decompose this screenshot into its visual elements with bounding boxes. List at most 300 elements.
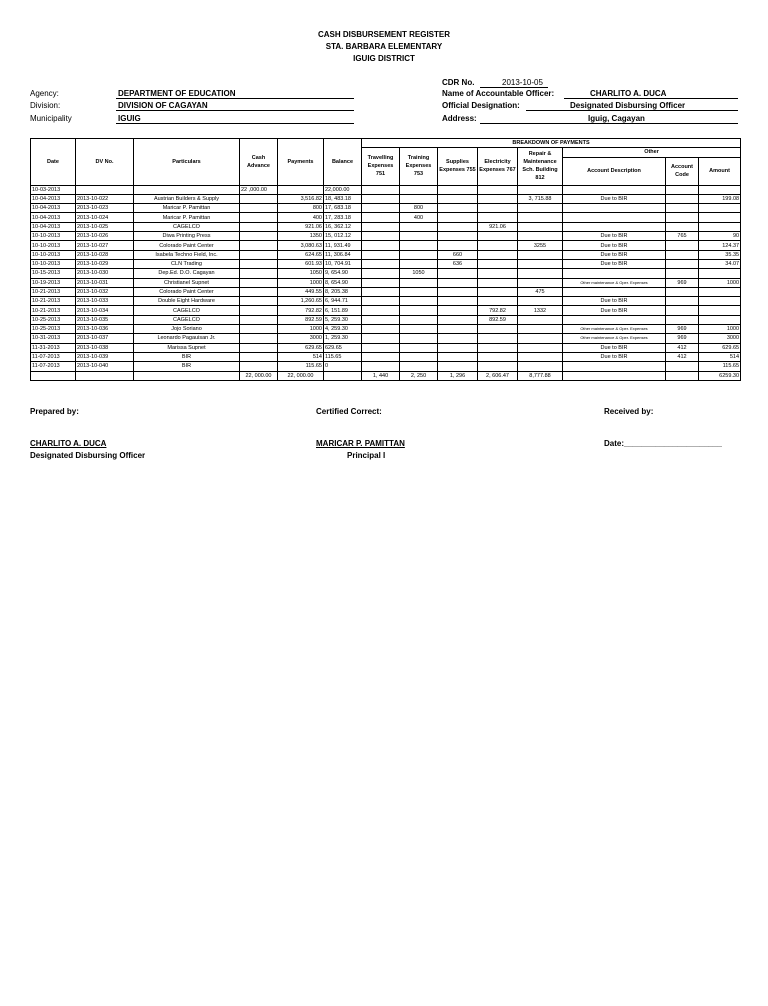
prepared-label: Prepared by: (30, 407, 79, 416)
table-row (31, 352, 741, 361)
cell-travelling (362, 325, 400, 334)
cell-payments: 400 (278, 213, 324, 222)
total-empty (134, 371, 240, 380)
cell-supplies (438, 334, 478, 343)
cell-particulars: Christianel Supnet (134, 278, 240, 287)
cell-account-code (666, 213, 699, 222)
cdr-value: 2013-10-05 (502, 78, 543, 87)
cell-payments: 892.59 (278, 315, 324, 324)
cell-payments: 449.55 (278, 287, 324, 296)
certified-title: Principal I (347, 451, 386, 460)
cell-date: 10-21-2013 (31, 306, 76, 315)
cell-date: 10-10-2013 (31, 241, 76, 250)
cell-amount (699, 287, 741, 296)
cell-balance: 0 (324, 362, 362, 371)
division-value: DIVISION OF CAGAYAN (118, 101, 208, 110)
total-sup: 1, 296 (438, 371, 478, 380)
cell-account-code: 969 (666, 278, 699, 287)
address-label: Address: (442, 114, 477, 123)
cell-electricity (478, 334, 518, 343)
cell-training (400, 232, 438, 241)
cell-amount: 124.37 (699, 241, 741, 250)
cell-particulars (134, 185, 240, 194)
cell-supplies (438, 325, 478, 334)
certified-name: MARICAR P. PAMITTAN (316, 439, 405, 448)
cell-particulars: Diwa Printing Press (134, 232, 240, 241)
cell-balance: 16, 362.12 (324, 222, 362, 231)
cell-payments: 629.65 (278, 343, 324, 352)
cell-amount: 1000 (699, 325, 741, 334)
cell-payments: 1050 (278, 269, 324, 278)
address-underline (480, 123, 738, 124)
cell-amount (699, 315, 741, 324)
cell-repair (518, 204, 563, 213)
cell-balance: 9, 654.90 (324, 269, 362, 278)
cell-electricity (478, 278, 518, 287)
cell-balance: 8, 654.90 (324, 278, 362, 287)
cell-dv: 2013-10-036 (76, 325, 134, 334)
cell-particulars: Isabela Techno Field, Inc. (134, 250, 240, 259)
cell-payments: 3,080.63 (278, 241, 324, 250)
cell-particulars: Dep.Ed. D.O. Cagayan (134, 269, 240, 278)
cell-date: 11-31-2013 (31, 343, 76, 352)
cell-dv: 2013-10-022 (76, 194, 134, 203)
cell-electricity (478, 343, 518, 352)
cell-electricity (478, 269, 518, 278)
cell-travelling (362, 185, 400, 194)
cell-supplies (438, 278, 478, 287)
cell-repair (518, 269, 563, 278)
cell-supplies (438, 287, 478, 296)
cell-account-code (666, 362, 699, 371)
cell-training (400, 250, 438, 259)
cell-cash-advance (240, 334, 278, 343)
cell-supplies (438, 352, 478, 361)
officer-value: CHARLITO A. DUCA (590, 89, 667, 98)
totals-row (31, 371, 741, 380)
cell-balance: 629.65 (324, 343, 362, 352)
cell-date: 10-25-2013 (31, 325, 76, 334)
cell-payments: 601.93 (278, 259, 324, 268)
cell-repair (518, 250, 563, 259)
municipality-label: Municipality (30, 114, 72, 123)
col-payments: Payments (278, 139, 324, 186)
cell-particulars: Double Eight Hardware (134, 297, 240, 306)
certified-label: Certified Correct: (316, 407, 382, 416)
cell-account-code: 969 (666, 325, 699, 334)
table-row (31, 232, 741, 241)
municipality-underline (116, 123, 354, 124)
cell-date: 10-31-2013 (31, 334, 76, 343)
cell-repair (518, 352, 563, 361)
officer-underline (564, 98, 738, 99)
cell-account-description: Due to BIR (563, 250, 666, 259)
cell-cash-advance (240, 232, 278, 241)
table-row (31, 297, 741, 306)
cell-particulars: Colorado Paint Center (134, 287, 240, 296)
table-row (31, 222, 741, 231)
cell-dv: 2013-10-040 (76, 362, 134, 371)
cell-supplies (438, 213, 478, 222)
cell-travelling (362, 278, 400, 287)
table-body (31, 185, 741, 380)
cell-travelling (362, 213, 400, 222)
cell-amount: 629.65 (699, 343, 741, 352)
cell-dv: 2013-10-024 (76, 213, 134, 222)
cell-account-description (563, 204, 666, 213)
cell-electricity (478, 259, 518, 268)
cell-particulars: Maricar P. Pamittan (134, 204, 240, 213)
cell-travelling (362, 334, 400, 343)
cell-dv: 2013-10-027 (76, 241, 134, 250)
cell-particulars: BIR (134, 352, 240, 361)
cell-particulars: Jojo Soriano (134, 325, 240, 334)
cell-dv: 2013-10-034 (76, 306, 134, 315)
cell-travelling (362, 222, 400, 231)
cell-supplies (438, 232, 478, 241)
cell-date: 10-10-2013 (31, 250, 76, 259)
district-name: IGUIG DISTRICT (353, 54, 415, 63)
cell-account-description: Other maintenance & Oper. Expenses (563, 325, 666, 334)
cell-amount (699, 185, 741, 194)
cell-particulars: Colorado Paint Center (134, 241, 240, 250)
cell-travelling (362, 287, 400, 296)
cell-dv: 2013-10-028 (76, 250, 134, 259)
cell-repair: 475 (518, 287, 563, 296)
cell-electricity (478, 287, 518, 296)
school-name: STA. BARBARA ELEMENTARY (325, 42, 443, 51)
cell-account-code (666, 306, 699, 315)
cell-account-code (666, 287, 699, 296)
cell-particulars: Maricar P. Pamittan (134, 213, 240, 222)
cell-dv: 2013-10-031 (76, 278, 134, 287)
cell-training: 1050 (400, 269, 438, 278)
cell-training (400, 315, 438, 324)
cell-amount: 1000 (699, 278, 741, 287)
cell-supplies (438, 204, 478, 213)
officer-label: Name of Accountable Officer: (442, 89, 555, 98)
cell-dv: 2013-10-033 (76, 297, 134, 306)
cell-dv: 2013-10-035 (76, 315, 134, 324)
cell-travelling (362, 306, 400, 315)
cell-account-description: Due to BIR (563, 297, 666, 306)
cell-amount (699, 222, 741, 231)
cell-dv: 2013-10-026 (76, 232, 134, 241)
cell-account-code (666, 204, 699, 213)
cell-account-code (666, 250, 699, 259)
cell-particulars: Leonardo Pagauisan Jr. (134, 334, 240, 343)
cell-cash-advance (240, 250, 278, 259)
cell-travelling (362, 269, 400, 278)
table-row (31, 185, 741, 194)
cell-payments: 1350 (278, 232, 324, 241)
cell-supplies: 660 (438, 250, 478, 259)
table-row (31, 269, 741, 278)
cell-repair (518, 222, 563, 231)
col-balance: Balance (324, 139, 362, 186)
cell-electricity (478, 352, 518, 361)
table-row (31, 204, 741, 213)
cell-training (400, 241, 438, 250)
table-row (31, 259, 741, 268)
cell-cash-advance: 22 ,000.00 (240, 185, 278, 194)
disbursement-table (30, 138, 741, 381)
designation-label: Official Designation: (442, 101, 520, 110)
agency-underline (116, 98, 354, 99)
col-dv: DV No. (76, 139, 134, 186)
col-date: Date (31, 139, 76, 186)
cell-date: 11-07-2013 (31, 352, 76, 361)
cell-electricity (478, 250, 518, 259)
cell-account-description: Due to BIR (563, 259, 666, 268)
cell-repair (518, 343, 563, 352)
cell-amount: 3000 (699, 334, 741, 343)
cell-supplies (438, 194, 478, 203)
cell-account-description: Due to BIR (563, 241, 666, 250)
cell-date: 10-19-2013 (31, 278, 76, 287)
cell-date: 10-04-2013 (31, 204, 76, 213)
designation-value: Designated Disbursing Officer (570, 101, 686, 110)
cell-electricity: 921.06 (478, 222, 518, 231)
cell-amount: 90 (699, 232, 741, 241)
table-row (31, 213, 741, 222)
cell-training (400, 352, 438, 361)
cell-account-description (563, 222, 666, 231)
cell-account-code (666, 297, 699, 306)
cell-payments (278, 185, 324, 194)
table-row (31, 362, 741, 371)
cell-date: 10-04-2013 (31, 222, 76, 231)
cell-dv: 2013-10-029 (76, 259, 134, 268)
cell-amount: 115.65 (699, 362, 741, 371)
col-training: Training Expenses 753 (400, 148, 438, 185)
cell-account-code (666, 259, 699, 268)
cell-balance: 6, 944.71 (324, 297, 362, 306)
cell-payments: 3,516.82 (278, 194, 324, 203)
cell-payments: 1000 (278, 325, 324, 334)
cell-travelling (362, 259, 400, 268)
table-row (31, 287, 741, 296)
agency-value: DEPARTMENT OF EDUCATION (118, 89, 236, 98)
cell-account-description: Other maintenance & Oper. Expenses (563, 334, 666, 343)
prepared-title: Designated Disbursing Officer (30, 451, 146, 460)
cell-date: 10-21-2013 (31, 287, 76, 296)
cell-payments: 1,260.65 (278, 297, 324, 306)
cell-account-description: Due to BIR (563, 343, 666, 352)
cell-supplies (438, 297, 478, 306)
cell-payments: 115.65 (278, 362, 324, 371)
cell-dv: 2013-10-023 (76, 204, 134, 213)
cell-account-description: Due to BIR (563, 194, 666, 203)
cell-date: 10-25-2013 (31, 315, 76, 324)
cell-amount (699, 213, 741, 222)
cell-cash-advance (240, 259, 278, 268)
cell-balance: 15, 012.12 (324, 232, 362, 241)
cell-repair (518, 232, 563, 241)
cell-travelling (362, 194, 400, 203)
cell-account-code (666, 194, 699, 203)
cell-repair (518, 297, 563, 306)
cell-account-description (563, 213, 666, 222)
total-trn: 2, 250 (400, 371, 438, 380)
col-electricity: Electricity Expenses 767 (478, 148, 518, 185)
cell-repair (518, 185, 563, 194)
cell-amount: 199.08 (699, 194, 741, 203)
cell-account-code: 412 (666, 343, 699, 352)
cell-account-description (563, 315, 666, 324)
register-title: CASH DISBURSEMENT REGISTER (317, 30, 450, 39)
col-repair: Repair & Maintenance Sch. Building 812 (518, 148, 563, 185)
cell-amount: 514 (699, 352, 741, 361)
cell-account-code (666, 185, 699, 194)
cell-training (400, 222, 438, 231)
cell-balance: 1, 259.30 (324, 334, 362, 343)
cell-supplies (438, 315, 478, 324)
total-ca: 22, 000.00 (240, 371, 278, 380)
cell-payments: 624.65 (278, 250, 324, 259)
cell-cash-advance (240, 297, 278, 306)
cell-cash-advance (240, 194, 278, 203)
cell-repair (518, 259, 563, 268)
cell-account-code: 969 (666, 334, 699, 343)
cell-electricity (478, 362, 518, 371)
cell-supplies (438, 222, 478, 231)
cell-supplies (438, 241, 478, 250)
col-travelling: Travelling Expenses 751 (362, 148, 400, 185)
cell-cash-advance (240, 269, 278, 278)
date-field: Date:______________________ (604, 439, 722, 448)
col-supplies: Supplies Expenses 755 (438, 148, 478, 185)
cell-account-code (666, 222, 699, 231)
cdr-label: CDR No. (442, 78, 475, 87)
cell-amount (699, 204, 741, 213)
cell-date: 10-04-2013 (31, 194, 76, 203)
col-amount: Amount (699, 157, 741, 185)
cell-cash-advance (240, 241, 278, 250)
total-empty (76, 371, 134, 380)
cell-electricity (478, 241, 518, 250)
cell-travelling (362, 241, 400, 250)
division-underline (116, 110, 354, 111)
cell-travelling (362, 362, 400, 371)
cell-cash-advance (240, 278, 278, 287)
cell-account-code: 412 (666, 352, 699, 361)
cell-repair (518, 278, 563, 287)
cell-training (400, 185, 438, 194)
cell-travelling (362, 343, 400, 352)
cell-repair: 3255 (518, 241, 563, 250)
cell-electricity (478, 185, 518, 194)
cell-dv: 2013-10-038 (76, 343, 134, 352)
table-row (31, 306, 741, 315)
cell-cash-advance (240, 315, 278, 324)
cell-electricity: 792.82 (478, 306, 518, 315)
cell-date: 10-15-2013 (31, 269, 76, 278)
cell-account-code: 765 (666, 232, 699, 241)
cell-amount: 34.07 (699, 259, 741, 268)
cell-particulars: BIR (134, 362, 240, 371)
cell-electricity: 892.59 (478, 315, 518, 324)
cell-electricity (478, 232, 518, 241)
cell-cash-advance (240, 306, 278, 315)
cell-travelling (362, 232, 400, 241)
cell-cash-advance (240, 325, 278, 334)
cell-balance: 18, 483.18 (324, 194, 362, 203)
agency-label: Agency: (30, 89, 59, 98)
cell-repair (518, 334, 563, 343)
cell-balance: 22,000.00 (324, 185, 362, 194)
cell-dv: 2013-10-039 (76, 352, 134, 361)
total-elec: 2, 606.47 (478, 371, 518, 380)
cell-dv: 2013-10-030 (76, 269, 134, 278)
cell-payments: 3000 (278, 334, 324, 343)
total-rep: 8,777.88 (518, 371, 563, 380)
cell-electricity (478, 194, 518, 203)
cell-account-description: Due to BIR (563, 232, 666, 241)
total-pay: 22, 000.00 (278, 371, 324, 380)
cell-repair: 3, 715.88 (518, 194, 563, 203)
cell-particulars: CAGELCO (134, 222, 240, 231)
designation-underline (526, 110, 738, 111)
cell-balance: 8, 205.38 (324, 287, 362, 296)
cell-balance: 11, 931.49 (324, 241, 362, 250)
cell-repair (518, 362, 563, 371)
total-tr: 1, 440 (362, 371, 400, 380)
cell-balance: 6, 151.89 (324, 306, 362, 315)
cell-particulars: Marissa Supnet (134, 343, 240, 352)
table-row (31, 250, 741, 259)
cell-date: 10-03-2013 (31, 185, 76, 194)
cell-account-code (666, 315, 699, 324)
cell-supplies (438, 362, 478, 371)
cell-cash-advance (240, 287, 278, 296)
cell-date: 10-10-2013 (31, 259, 76, 268)
received-label: Received by: (604, 407, 654, 416)
cell-date: 11-07-2013 (31, 362, 76, 371)
cell-dv: 2013-10-037 (76, 334, 134, 343)
cell-dv: 2013-10-032 (76, 287, 134, 296)
cell-travelling (362, 204, 400, 213)
table-row (31, 315, 741, 324)
cell-date: 10-10-2013 (31, 232, 76, 241)
cell-cash-advance (240, 343, 278, 352)
cell-training (400, 325, 438, 334)
cell-travelling (362, 297, 400, 306)
cell-particulars: CAGELCO (134, 315, 240, 324)
cell-date: 10-04-2013 (31, 213, 76, 222)
cell-repair (518, 325, 563, 334)
cell-cash-advance (240, 204, 278, 213)
cell-payments: 1000 (278, 278, 324, 287)
cell-repair (518, 213, 563, 222)
cell-amount (699, 297, 741, 306)
cell-balance: 10, 704.91 (324, 259, 362, 268)
cell-training (400, 297, 438, 306)
cell-repair (518, 315, 563, 324)
cell-training (400, 259, 438, 268)
cell-particulars: CLN Trading (134, 259, 240, 268)
cell-cash-advance (240, 362, 278, 371)
col-breakdown: BREAKDOWN OF PAYMENTS (362, 139, 741, 148)
cell-balance: 17, 683.18 (324, 204, 362, 213)
cell-training (400, 343, 438, 352)
cell-training (400, 306, 438, 315)
col-particulars: Particulars (134, 139, 240, 186)
cell-account-code (666, 269, 699, 278)
cell-amount (699, 269, 741, 278)
total-empty (31, 371, 76, 380)
cell-payments: 514 (278, 352, 324, 361)
